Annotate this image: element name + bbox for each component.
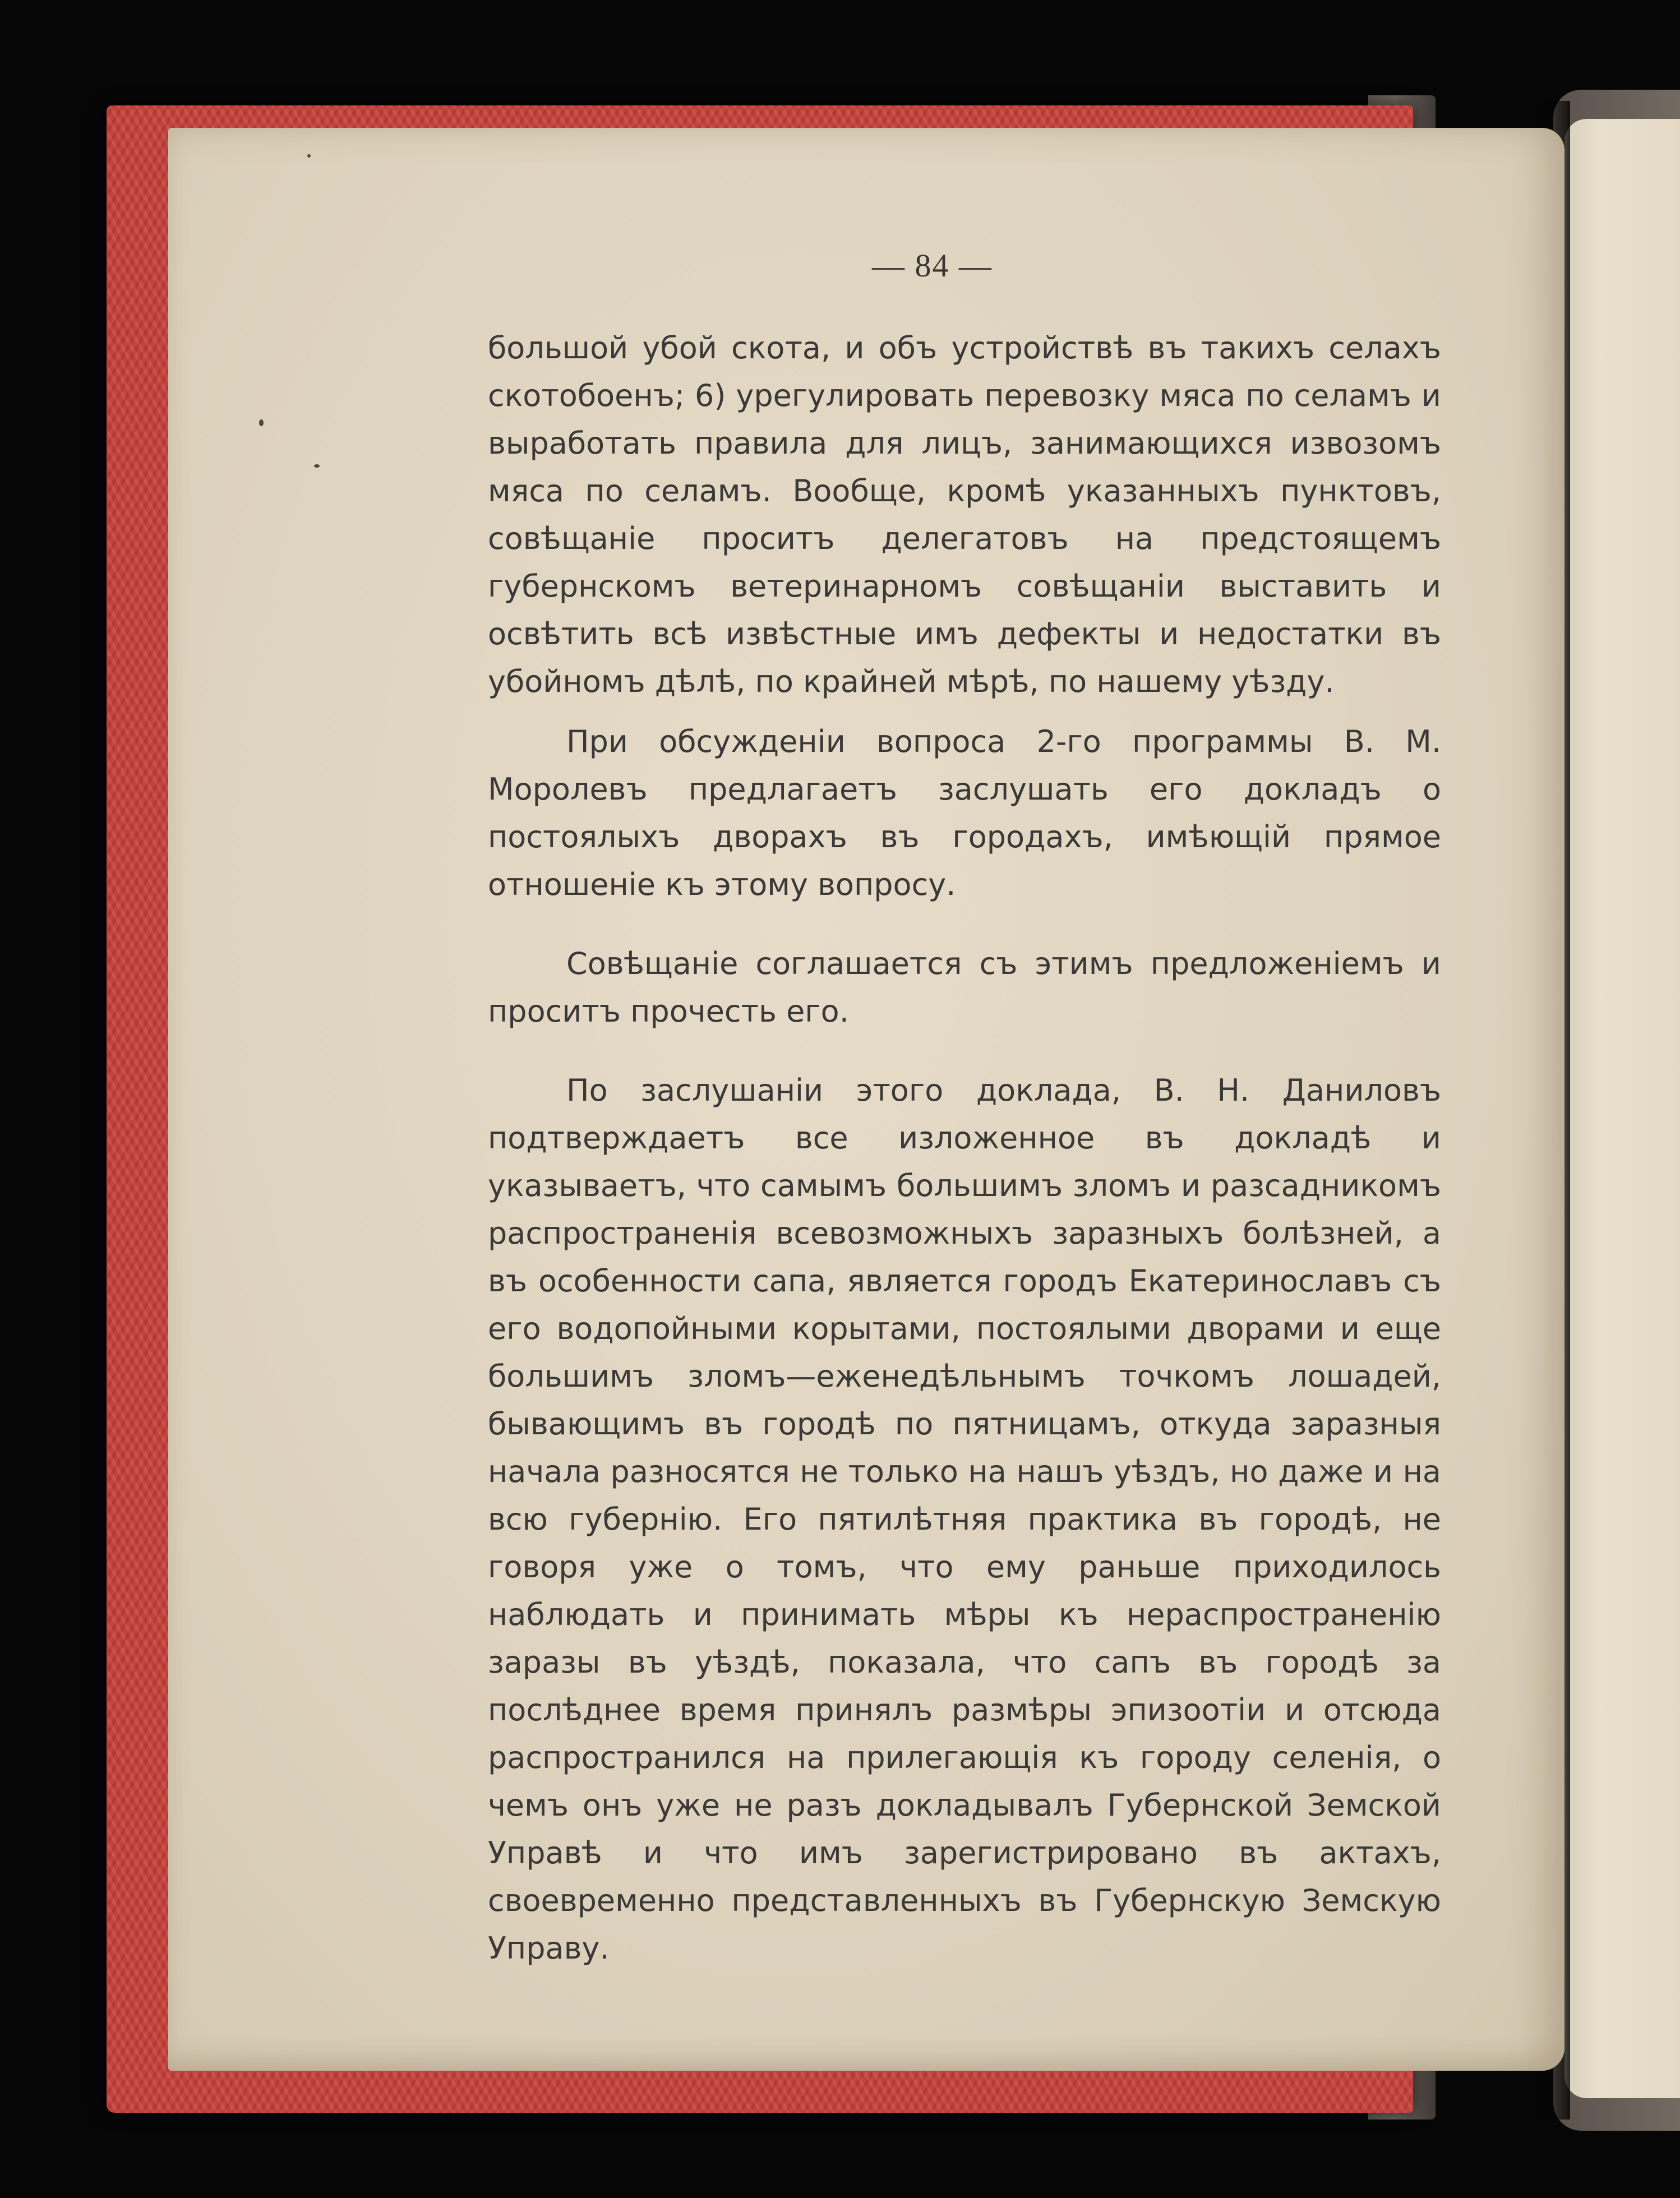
paper-speck bbox=[259, 419, 264, 426]
paper-speck bbox=[307, 154, 311, 158]
paragraph-1: большой убой скота, и объ устройствѣ въ такихъ селахъ скотобоенъ; 6) урегулировать перевозку мяса по селамъ и выработать правила для лицъ, занимающихся извозомъ мяса по селамъ. Вообще, кромѣ указанныхъ пунктовъ, совѣщаніе проситъ делегатовъ на предстоящемъ губернскомъ ветеринарномъ совѣщаніи выставить и освѣтить всѣ извѣстные имъ дефекты и недостатки въ убойномъ дѣлѣ, по крайней мѣрѣ, по нашему уѣзду. bbox=[488, 330, 1441, 699]
page-number: — 84 — bbox=[872, 247, 993, 284]
paragraph-4: По заслушаніи этого доклада, В. Н. Даниловъ подтверждаетъ все изложенное въ докладѣ и указываетъ, что самымъ большимъ зломъ и разсадникомъ распространенія всевозможныхъ заразныхъ болѣзней, а въ особенности сапа, является городъ Екатеринославъ съ его водопойными корытами, постоялыми дворами и еще большимъ зломъ—еженедѣльнымъ точкомъ лошадей, бывающимъ въ городѣ по пятницамъ, откуда заразныя начала разносятся не только на нашъ уѣздъ, но даже и на всю губернію. Его пятилѣтняя практика въ городѣ, не говоря уже о томъ, что ему раньше приходилось наблюдать и принимать мѣры къ нераспространенію заразы въ уѣздѣ, показала, что сапъ въ городѣ за послѣднее время принялъ размѣры эпизоотіи и отсюда распространился на прилегающія къ городу селенія, о чемъ онъ уже не разъ докладывалъ Губернской Земской Управѣ и что имъ зарегистрировано въ актахъ, своевременно представленныхъ въ Губернскую Земскую Управу. bbox=[488, 1073, 1441, 1966]
paragraph-3: Совѣщаніе соглашается съ этимъ предложеніемъ и проситъ прочесть его. bbox=[488, 946, 1441, 1029]
adjacent-page-edge bbox=[1564, 119, 1680, 2098]
page-text bbox=[488, 324, 1441, 1972]
paragraph-2: При обсужденіи вопроса 2-го программы В. М. Моролевъ предлагаетъ заслушать его докладъ о постоялыхъ дворахъ въ городахъ, имѣющій прямое отношеніе къ этому вопросу. bbox=[488, 724, 1441, 902]
paper-speck bbox=[314, 464, 320, 468]
